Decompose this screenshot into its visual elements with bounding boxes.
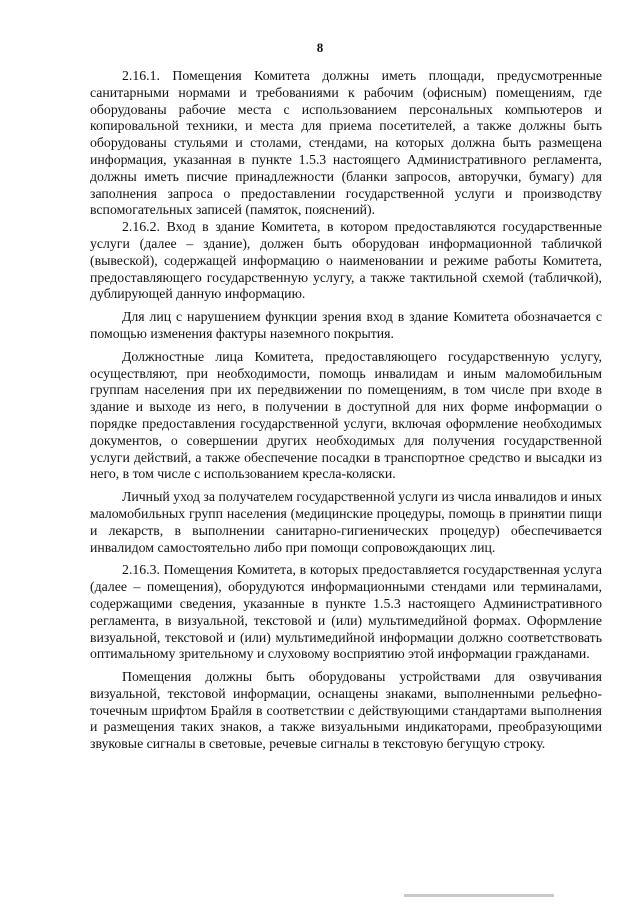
paragraph-personal-care: Личный уход за получателем государственной услуги из числа инвалидов и иных маломобильных групп населения (медицинские процедуры, помощь в принятии пищи и лекарств, в выполнении санитарно-гигиенических процедур) обеспечивается инвалидом самостоятельно либо при помощи сопровождающих лиц. [90, 489, 602, 555]
paragraph-2-16-2: 2.16.2. Вход в здание Комитета, в котором предоставляются государственные услуги (далее – здание), должен быть оборудован информационной табличкой (вывеской), содержащей информацию о наименовании и режиме работы Комитета, предоставляющего государственную услугу, а также тактильной схемой (табличкой), дублирующей данную информацию. [90, 219, 602, 302]
paragraph-2-16-3: 2.16.3. Помещения Комитета, в которых предоставляется государственная услуга (далее – помещения), оборудуются информационными стендами или терминалами, содержащими сведения, указанные в пункте 1.5.3 настоящего Административного регламента, в визуальной, текстовой и (или) мультимедийной формах. Оформление визуальной, текстовой и (или) мультимедийной информации должно соответствовать оптимальному зрительному и слуховому восприятию этой информации гражданами. [90, 562, 602, 662]
paragraph-2-16-1: 2.16.1. Помещения Комитета должны иметь площади, предусмотренные санитарными нормами и требованиями к рабочим (офисным) помещениям, где оборудованы рабочие места с использованием персональных компьютеров и копировальной техники, и места для приема посетителей, а также должны быть оборудованы стульями и столами, стендами, на которых должна быть размещена информация, указанная в пункте 1.5.3 настоящего Административного регламента, должны иметь писчие принадлежности (бланки запросов, авторучки, бумагу) для заполнения запроса о предоставлении государственной услуги и производству вспомогательных записей (памяток, пояснений). [90, 68, 602, 218]
scan-artifact-line [404, 894, 554, 897]
paragraph-vision-impaired-entrance: Для лиц с нарушением функции зрения вход в здание Комитета обозначается с помощью изменения фактуры наземного покрытия. [90, 309, 602, 341]
paragraph-officials-assistance: Должностные лица Комитета, предоставляющего государственную услугу, осуществляют, при необходимости, помощь инвалидам и иным маломобильным группам населения при их передвижении по помещениям, в том числе при входе в здание и выходе из него, в получении в доступной для них форме информации о порядке предоставления государственной услуги, включая оформление необходимых документов, о совершении других необходимых для получения государственной услуги действий, а также обеспечение посадки в транспортное средство и высадки из него, в том числе с использованием кресла-коляски. [90, 348, 602, 482]
paragraph-accessibility-devices: Помещения должны быть оборудованы устройствами для озвучивания визуальной, текстовой информации, оснащены знаками, выполненными рельефно-точечным шрифтом Брайля в соответствии с действующими стандартами выполнения и размещения таких знаков, а также визуальными индикаторами, преобразующими звуковые сигналы в световые, речевые сигналы в текстовую бегущую строку. [90, 669, 602, 752]
page-number: 8 [316, 40, 324, 55]
document-body [90, 68, 602, 753]
